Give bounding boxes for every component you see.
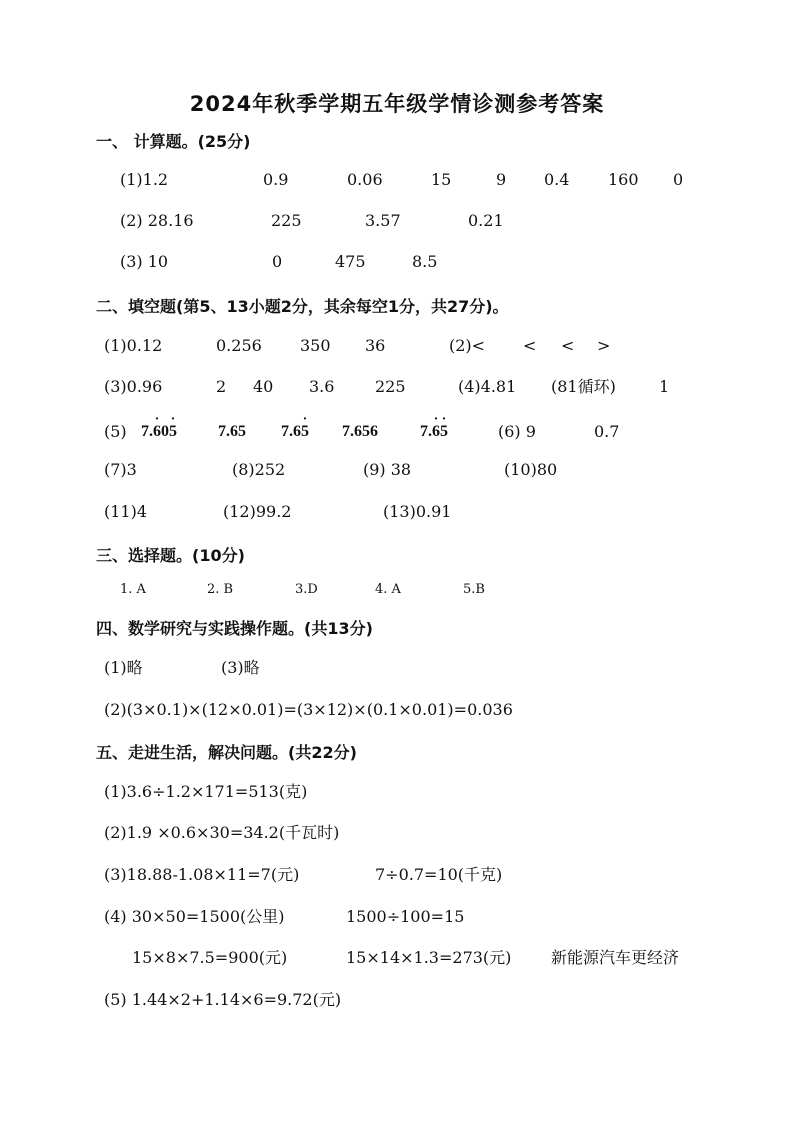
choice-answer-5: 5.B: [463, 582, 485, 597]
repeat-dot-digit: · 6: [153, 423, 161, 440]
fill-11-answer: (11)4: [104, 502, 148, 521]
choice-answer-2: 2. B: [207, 582, 234, 597]
fill-5-answer-1-mid: 0: [161, 423, 169, 440]
fill-5-answer-1: [141, 422, 177, 442]
life-answer-4d: 15×14×1.3=273(元): [346, 948, 512, 967]
page-title: 2024年秋季学期五年级学情诊测参考答案: [189, 92, 605, 116]
repeat-dot-digit: · 5: [169, 423, 177, 440]
section-3-heading: 三、选择题。(10分): [96, 546, 245, 565]
fill-5-answer-4: 7.656: [342, 423, 378, 440]
repeat-dot-digit: · 6: [432, 423, 440, 440]
calc-1-answer-3: 0.06: [347, 170, 383, 189]
life-answer-4b: 1500÷100=15: [346, 907, 465, 926]
calc-1-answer-1: (1)1.2: [120, 170, 169, 189]
fill-4-answer-3: 1: [659, 377, 670, 396]
choice-answer-3: 3.D: [295, 582, 318, 597]
section-4-heading: 四、数学研究与实践操作题。(共13分): [96, 619, 373, 638]
practice-answer-2: (2)(3×0.1)×(12×0.01)=(3×12)×(0.1×0.01)=0.036: [104, 700, 513, 719]
practice-answer-1: (1)略: [104, 658, 143, 677]
calc-1-answer-4: 15: [431, 170, 452, 189]
fill-2-answer-1: (2)<: [449, 336, 486, 355]
fill-1-answer-2: 0.256: [216, 336, 262, 355]
repeat-dot-digit: · 5: [440, 423, 448, 440]
calc-2-answer-2: 225: [271, 211, 302, 230]
calc-3-answer-3: 475: [335, 252, 366, 271]
life-answer-3b: 7÷0.7=10(千克): [375, 865, 503, 884]
calc-1-answer-2: 0.9: [263, 170, 289, 189]
fill-3-answer-4: 3.6: [309, 377, 335, 396]
fill-3-answer-5: 225: [375, 377, 406, 396]
fill-5-answer-5: [420, 422, 448, 442]
calc-3-answer-4: 8.5: [412, 252, 438, 271]
choice-answer-4: 4. A: [375, 582, 401, 597]
life-answer-4c: 15×8×7.5=900(元): [132, 948, 288, 967]
life-answer-2: (2)1.9 ×0.6×30=34.2(千瓦时): [104, 823, 340, 842]
fill-3-answer-3: 40: [253, 377, 274, 396]
fill-1-answer-4: 36: [365, 336, 386, 355]
fill-5-label: (5): [104, 422, 127, 441]
fill-2-answer-2: <: [523, 336, 537, 355]
section-1-heading: 一、 计算题。(25分): [96, 132, 251, 151]
fill-1-answer-3: 350: [300, 336, 331, 355]
choice-answer-1: 1. A: [120, 582, 146, 597]
calc-2-answer-4: 0.21: [468, 211, 504, 230]
fill-4-answer-2: (81循环): [551, 377, 616, 396]
fill-4-answer-1: (4)4.81: [458, 377, 517, 396]
fill-5-answer-3: [281, 422, 309, 442]
fill-9-answer: (9) 38: [363, 460, 412, 479]
calc-3-answer-1: (3) 10: [120, 252, 169, 271]
fill-8-answer: (8)252: [232, 460, 286, 479]
fill-5-answer-2: 7.65: [218, 423, 246, 440]
life-answer-4e: 新能源汽车更经济: [551, 948, 680, 967]
fill-5-answer-1-prefix: 7.: [141, 423, 153, 440]
calc-3-answer-2: 0: [272, 252, 283, 271]
life-answer-1: (1)3.6÷1.2×171=513(克): [104, 782, 308, 801]
fill-5-answer-3-prefix: 7.6: [281, 423, 301, 440]
fill-2-answer-4: >: [597, 336, 611, 355]
fill-10-answer: (10)80: [504, 460, 558, 479]
fill-3-answer-1: (3)0.96: [104, 377, 163, 396]
life-answer-3a: (3)18.88-1.08×11=7(元): [104, 865, 300, 884]
calc-1-answer-5: 9: [496, 170, 507, 189]
section-5-heading: 五、走进生活，解决问题。(共22分): [96, 743, 357, 762]
fill-1-answer-1: (1)0.12: [104, 336, 163, 355]
fill-6-answer-2: 0.7: [594, 422, 620, 441]
fill-5-answer-5-prefix: 7.: [420, 423, 432, 440]
fill-13-answer: (13)0.91: [383, 502, 452, 521]
life-answer-4a: (4) 30×50=1500(公里): [104, 907, 285, 926]
calc-2-answer-3: 3.57: [365, 211, 401, 230]
fill-3-answer-2: 2: [216, 377, 227, 396]
calc-1-answer-6: 0.4: [544, 170, 570, 189]
fill-12-answer: (12)99.2: [223, 502, 292, 521]
fill-6-answer-1: (6) 9: [498, 422, 536, 441]
repeat-dot-digit: · 5: [301, 423, 309, 440]
life-answer-5: (5) 1.44×2+1.14×6=9.72(元): [104, 990, 342, 1009]
calc-1-answer-7: 160: [608, 170, 639, 189]
fill-7-answer: (7)3: [104, 460, 137, 479]
calc-2-answer-1: (2) 28.16: [120, 211, 194, 230]
section-2-heading: 二、填空题(第5、13小题2分，其余每空1分，共27分)。: [96, 297, 509, 316]
fill-2-answer-3: <: [561, 336, 575, 355]
calc-1-answer-8: 0: [673, 170, 684, 189]
practice-answer-3: (3)略: [221, 658, 260, 677]
